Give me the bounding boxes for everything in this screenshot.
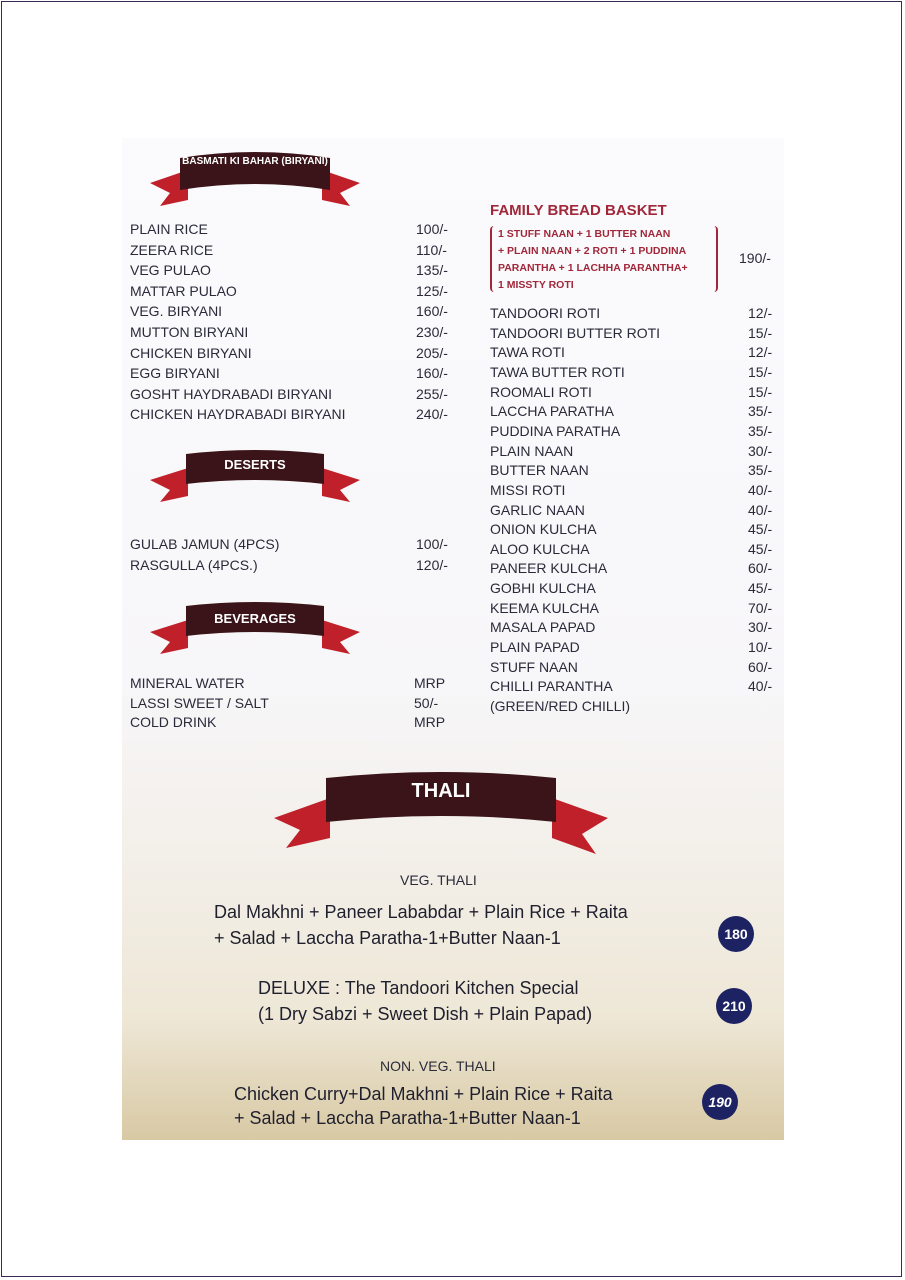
menu-item-name: MATTAR PULAO xyxy=(130,282,237,299)
menu-item-name: TANDOORI BUTTER ROTI xyxy=(490,324,661,341)
menu-item-name: TAWA ROTI xyxy=(490,344,565,361)
menu-item-name: LACCHA PARATHA xyxy=(490,403,614,420)
menu-item-price: 45/- xyxy=(748,521,773,538)
menu-item-name: STUFF NAAN xyxy=(490,658,578,675)
thali-header: THALI xyxy=(411,780,471,802)
biryani-header: BASMATI KI BAHAR (BIRYANI) xyxy=(182,156,328,167)
nonveg-thali-label: NON. VEG. THALI xyxy=(380,1058,496,1074)
beverages-ribbon xyxy=(150,600,360,658)
menu-item-price: 15/- xyxy=(748,363,773,380)
menu-item-price: 120/- xyxy=(416,557,448,573)
menu-item-price: 35/- xyxy=(748,462,773,479)
menu-item-name: ZEERA RICE xyxy=(130,241,214,258)
menu-item-name: CHICKEN HAYDRABADI BIRYANI xyxy=(130,406,346,423)
menu-item-name: PUDDINA PARATHA xyxy=(490,422,621,439)
menu-item-price: 30/- xyxy=(748,619,773,636)
menu-item-price: 12/- xyxy=(748,344,773,361)
bread-basket-title: FAMILY BREAD BASKET xyxy=(490,202,667,219)
menu-item-price: 45/- xyxy=(748,580,773,597)
veg-thali-line: + Salad + Laccha Paratha-1+Butter Naan-1 xyxy=(214,928,561,948)
menu-item-price: 40/- xyxy=(748,501,773,518)
menu-item-name: (GREEN/RED CHILLI) xyxy=(490,698,631,714)
menu-item-price: 50/- xyxy=(414,694,439,711)
nonveg-thali-line: + Salad + Laccha Paratha-1+Butter Naan-1 xyxy=(234,1108,581,1128)
beverages-header: BEVERAGES xyxy=(214,611,296,626)
bread-basket-price: 190/- xyxy=(739,250,771,266)
menu-item-name: GOSHT HAYDRABADI BIRYANI xyxy=(130,385,333,402)
menu-item-price: MRP xyxy=(414,714,446,730)
menu-item-name: ALOO KULCHA xyxy=(490,540,590,557)
menu-card xyxy=(122,138,784,1140)
menu-item-name: BUTTER NAAN xyxy=(490,462,589,479)
menu-item-name: VEG PULAO xyxy=(130,262,211,279)
nonveg-thali-price-badge: 190 xyxy=(702,1084,738,1120)
menu-item-name: CHILLI PARANTHA xyxy=(490,678,613,695)
menu-item-price: 160/- xyxy=(416,303,448,320)
menu-item-price: MRP xyxy=(414,675,446,691)
deluxe-thali-line: DELUXE : The Tandoori Kitchen Special xyxy=(258,978,579,998)
menu-item-name: TAWA BUTTER ROTI xyxy=(490,363,625,380)
menu-item-name: GULAB JAMUN (4PCS) xyxy=(130,536,280,552)
menu-item-price: 45/- xyxy=(748,540,773,557)
veg-thali-price-badge: 180 xyxy=(718,916,754,952)
ribbon-graphic xyxy=(150,600,360,658)
menu-item-name: PLAIN RICE xyxy=(130,221,208,237)
biryani-ribbon xyxy=(150,148,360,210)
menu-item-price: 12/- xyxy=(748,305,773,321)
veg-thali-line: Dal Makhni + Paneer Lababdar + Plain Rice + Raita xyxy=(214,902,628,922)
menu-item-price: 15/- xyxy=(748,324,773,341)
deluxe-thali-price-badge: 210 xyxy=(716,988,752,1024)
bread-basket-line: 1 STUFF NAAN + 1 BUTTER NAAN xyxy=(498,228,671,240)
menu-item-price: 160/- xyxy=(416,365,448,382)
menu-item-price: 100/- xyxy=(416,536,448,552)
menu-item-name: LASSI SWEET / SALT xyxy=(130,694,269,711)
menu-item-name: KEEMA KULCHA xyxy=(490,599,599,616)
menu-item-price: 40/- xyxy=(748,678,773,695)
bread-basket-line: 1 MISSTY ROTI xyxy=(498,279,574,291)
menu-item-name: PANEER KULCHA xyxy=(490,560,608,577)
deluxe-thali-line: (1 Dry Sabzi + Sweet Dish + Plain Papad) xyxy=(258,1004,593,1024)
menu-item-name: GARLIC NAAN xyxy=(490,501,585,518)
thali-ribbon xyxy=(274,770,608,858)
menu-item-name: TANDOORI ROTI xyxy=(490,305,601,321)
menu-item-price: 135/- xyxy=(416,262,448,279)
menu-item-name: MISSI ROTI xyxy=(490,481,566,498)
menu-item-name: COLD DRINK xyxy=(130,714,217,730)
menu-item-name: ONION KULCHA xyxy=(490,521,597,538)
menu-item-price: 10/- xyxy=(748,639,773,656)
menu-item-price: 60/- xyxy=(748,658,773,675)
menu-item-name: MINERAL WATER xyxy=(130,675,245,691)
bread-basket-line: + PLAIN NAAN + 2 ROTI + 1 PUDDINA xyxy=(498,245,687,257)
deserts-header: DESERTS xyxy=(224,457,286,472)
menu-item-name: MASALA PAPAD xyxy=(490,619,596,636)
menu-item-price: 15/- xyxy=(748,383,773,400)
menu-item-name: PLAIN NAAN xyxy=(490,442,574,459)
menu-item-name: VEG. BIRYANI xyxy=(130,303,223,320)
veg-thali-label: VEG. THALI xyxy=(400,872,477,888)
deserts-ribbon xyxy=(150,448,360,506)
menu-item-name: MUTTON BIRYANI xyxy=(130,324,249,340)
menu-item-name: EGG BIRYANI xyxy=(130,365,220,382)
menu-item-price: 30/- xyxy=(748,442,773,459)
nonveg-thali-line: Chicken Curry+Dal Makhni + Plain Rice + Raita xyxy=(234,1084,613,1104)
menu-item-price: 240/- xyxy=(416,406,448,423)
menu-item-price: 60/- xyxy=(748,560,773,577)
menu-item-price: 40/- xyxy=(748,481,773,498)
menu-item-price: 35/- xyxy=(748,403,773,420)
menu-item-price: 100/- xyxy=(416,221,448,237)
menu-item-name: RASGULLA (4PCS.) xyxy=(130,557,258,573)
menu-item-price: 230/- xyxy=(416,324,448,340)
menu-item-name: ROOMALI ROTI xyxy=(490,383,592,400)
menu-item-price: 125/- xyxy=(416,282,448,299)
menu-item-price: 110/- xyxy=(416,241,447,258)
menu-item-price: 70/- xyxy=(748,599,773,616)
menu-item-price: 35/- xyxy=(748,422,773,439)
bread-basket-line: PARANTHA + 1 LACHHA PARANTHA+ xyxy=(498,262,688,274)
menu-item-price: 205/- xyxy=(416,344,448,361)
menu-item-name: GOBHI KULCHA xyxy=(490,580,596,597)
menu-item-name: CHICKEN BIRYANI xyxy=(130,344,252,361)
menu-item-name: PLAIN PAPAD xyxy=(490,639,580,656)
menu-item-price: 255/- xyxy=(416,385,448,402)
